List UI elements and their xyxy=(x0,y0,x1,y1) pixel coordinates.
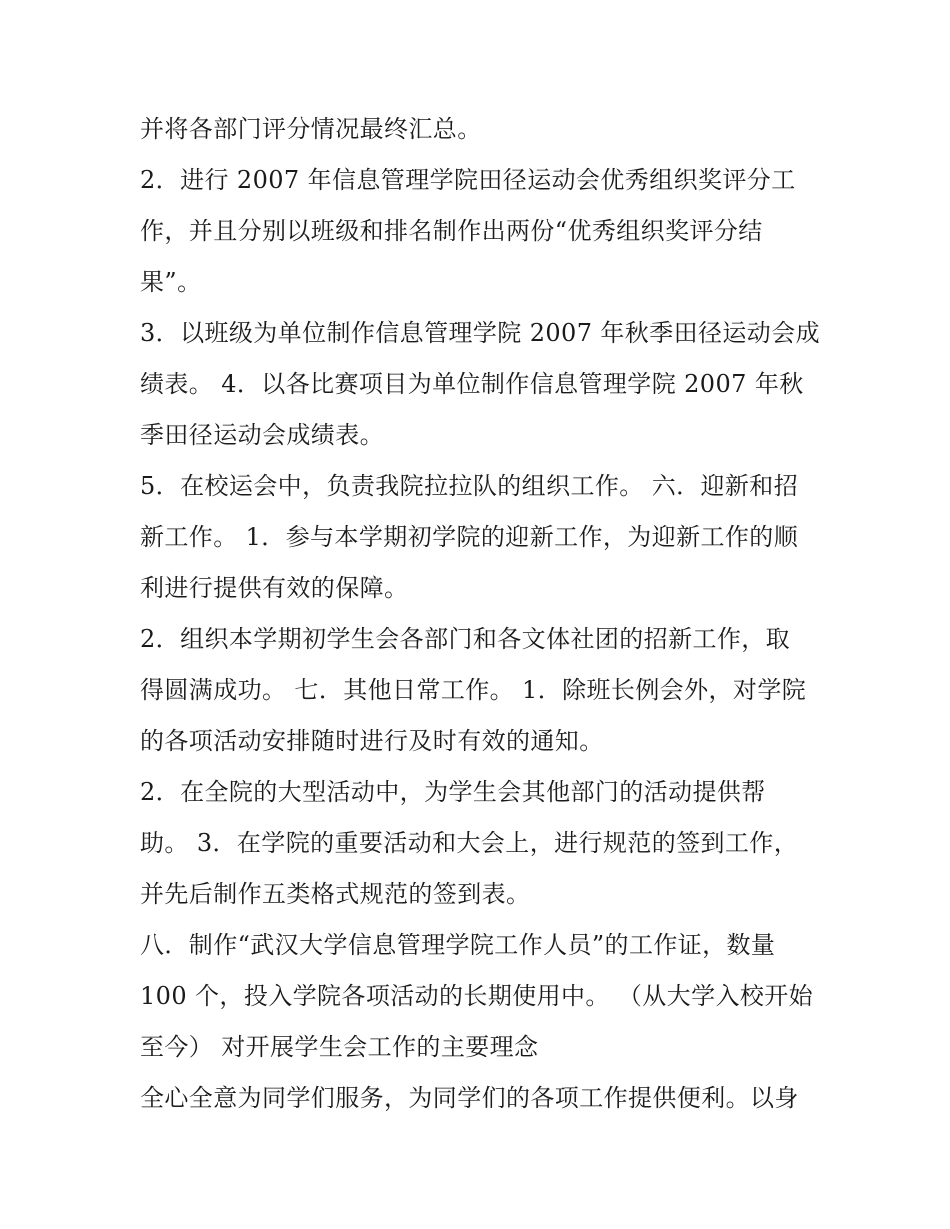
text-line: 作，并且分别以班级和排名制作出两份“优秀组织奖评分结 xyxy=(140,217,763,245)
text-line: 得圆满成功。 七．其他日常工作。 1．除班长例会外，对学院 xyxy=(140,676,807,704)
text-line: 2．组织本学期初学生会各部门和各文体社团的招新工作，取 xyxy=(140,625,791,653)
text-line: 2．在全院的大型活动中，为学生会其他部门的活动提供帮 xyxy=(140,778,766,806)
text-line: 利进行提供有效的保障。 xyxy=(140,574,409,602)
text-line: 5．在校运会中，负责我院拉拉队的组织工作。 六．迎新和招 xyxy=(140,472,799,500)
text-line: 助。 3．在学院的重要活动和大会上，进行规范的签到工作， xyxy=(140,829,799,857)
text-line: 2．进行 2007 年信息管理学院田径运动会优秀组织奖评分工 xyxy=(140,166,796,194)
text-line: 果”。 xyxy=(140,268,202,296)
text-line: 并将各部门评分情况最终汇总。 xyxy=(140,115,482,143)
text-line: 八．制作“武汉大学信息管理学院工作人员”的工作证，数量 xyxy=(140,931,776,959)
text-line: 季田径运动会成绩表。 xyxy=(140,421,384,449)
text-line: 至今） 对开展学生会工作的主要理念 xyxy=(140,1033,539,1061)
text-line: 3．以班级为单位制作信息管理学院 2007 年秋季田径运动会成 xyxy=(140,319,821,347)
text-line: 的各项活动安排随时进行及时有效的通知。 xyxy=(140,727,604,755)
text-line: 新工作。 1．参与本学期初学院的迎新工作，为迎新工作的顺 xyxy=(140,523,799,551)
text-line: 全心全意为同学们服务，为同学们的各项工作提供便利。以身 xyxy=(140,1084,799,1112)
text-line: 100 个，投入学院各项活动的长期使用中。 （从大学入校开始 xyxy=(140,982,814,1010)
text-line: 并先后制作五类格式规范的签到表。 xyxy=(140,880,531,908)
text-line: 绩表。 4．以各比赛项目为单位制作信息管理学院 2007 年秋 xyxy=(140,370,804,398)
